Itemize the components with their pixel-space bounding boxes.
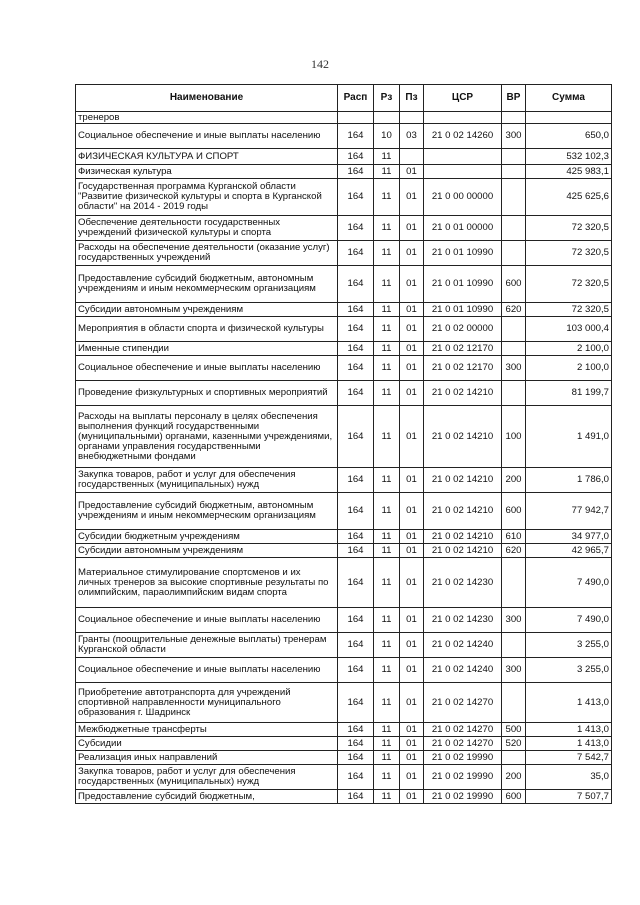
table-row [76,737,612,751]
cell-vr: 300 [502,356,526,381]
cell-vr [502,112,526,124]
cell-vr [502,241,526,266]
table-row [76,303,612,317]
cell-name: Расходы на обеспечение деятельности (оказание услуг) государственных учреждений [76,241,338,266]
cell-rz: 11 [374,216,400,241]
cell-sum: 7 490,0 [526,558,612,608]
cell-name: Социальное обеспечение и иные выплаты населению [76,356,338,381]
cell-rasp: 164 [338,165,374,179]
cell-rz: 11 [374,723,400,737]
cell-sum: 81 199,7 [526,381,612,406]
cell-pz: 01 [400,544,424,558]
cell-rasp: 164 [338,216,374,241]
cell-rasp: 164 [338,342,374,356]
cell-vr: 610 [502,530,526,544]
cell-sum [526,112,612,124]
cell-name: Предоставление субсидий бюджетным, [76,790,338,804]
cell-pz: 01 [400,608,424,633]
cell-rasp: 164 [338,790,374,804]
cell-rz: 11 [374,544,400,558]
cell-pz [400,149,424,165]
cell-rz: 11 [374,751,400,765]
cell-vr [502,558,526,608]
cell-csr: 21 0 02 12170 [424,342,502,356]
cell-name: Субсидии автономным учреждениям [76,303,338,317]
cell-vr: 500 [502,723,526,737]
table-row [76,112,612,124]
page-number: 142 [311,57,329,71]
cell-sum: 1 413,0 [526,683,612,723]
cell-pz: 01 [400,216,424,241]
cell-rasp: 164 [338,530,374,544]
cell-csr: 21 0 02 12170 [424,356,502,381]
cell-rz: 11 [374,658,400,683]
cell-sum: 72 320,5 [526,216,612,241]
cell-pz: 01 [400,266,424,303]
cell-csr: 21 0 02 14240 [424,658,502,683]
cell-vr [502,683,526,723]
cell-vr: 520 [502,737,526,751]
table-row [76,406,612,468]
cell-csr: 21 0 02 19990 [424,751,502,765]
cell-name: Социальное обеспечение и иные выплаты населению [76,124,338,149]
cell-rasp: 164 [338,303,374,317]
cell-csr: 21 0 02 14270 [424,723,502,737]
table-row [76,165,612,179]
cell-rasp: 164 [338,723,374,737]
cell-csr: 21 0 02 14210 [424,468,502,493]
cell-name: Расходы на выплаты персоналу в целях обеспечения выполнения функций государственными (муниципальными) органами, казенными учреждениями, органами управления государственными внебюджетными фондами [76,406,338,468]
cell-csr: 21 0 02 14210 [424,406,502,468]
cell-vr [502,342,526,356]
table-row [76,633,612,658]
cell-rz: 11 [374,342,400,356]
cell-vr: 600 [502,266,526,303]
cell-csr: 21 0 02 19990 [424,790,502,804]
cell-vr: 620 [502,303,526,317]
table-row [76,356,612,381]
cell-rz: 11 [374,683,400,723]
cell-rasp: 164 [338,558,374,608]
cell-sum: 72 320,5 [526,266,612,303]
cell-vr [502,179,526,216]
cell-csr: 21 0 02 14270 [424,683,502,723]
cell-rz: 11 [374,558,400,608]
cell-rz: 11 [374,790,400,804]
cell-sum: 7 542,7 [526,751,612,765]
cell-rasp: 164 [338,381,374,406]
table-row [76,468,612,493]
cell-name: Субсидии [76,737,338,751]
cell-rz: 11 [374,381,400,406]
header-vr: ВР [502,85,526,112]
cell-rasp: 164 [338,765,374,790]
cell-name: Предоставление субсидий бюджетным, автономным учреждениям и иным некоммерческим организациям [76,266,338,303]
header-rz: Рз [374,85,400,112]
cell-vr: 600 [502,493,526,530]
cell-csr: 21 0 01 10990 [424,241,502,266]
table-row [76,790,612,804]
cell-rasp: 164 [338,683,374,723]
cell-rasp: 164 [338,149,374,165]
cell-csr: 21 0 00 00000 [424,179,502,216]
cell-pz: 01 [400,530,424,544]
cell-sum: 72 320,5 [526,241,612,266]
cell-rz: 11 [374,608,400,633]
cell-name: Мероприятия в области спорта и физической культуры [76,317,338,342]
cell-rasp: 164 [338,317,374,342]
cell-sum: 3 255,0 [526,658,612,683]
cell-name: Реализация иных направлений [76,751,338,765]
cell-name: Гранты (поощрительные денежные выплаты) тренерам Курганской области [76,633,338,658]
cell-pz: 01 [400,342,424,356]
cell-rz: 11 [374,406,400,468]
cell-csr: 21 0 02 14270 [424,737,502,751]
cell-name: Проведение физкультурных и спортивных мероприятий [76,381,338,406]
cell-rz: 11 [374,765,400,790]
header-rasp: Расп [338,85,374,112]
cell-rz: 11 [374,266,400,303]
cell-vr [502,165,526,179]
cell-rasp: 164 [338,633,374,658]
cell-vr [502,216,526,241]
cell-pz: 01 [400,751,424,765]
cell-pz: 01 [400,658,424,683]
cell-name: Обеспечение деятельности государственных учреждений физической культуры и спорта [76,216,338,241]
table-body [76,112,612,804]
cell-sum: 532 102,3 [526,149,612,165]
table-row [76,241,612,266]
cell-rz: 11 [374,468,400,493]
cell-rasp: 164 [338,658,374,683]
cell-name: Закупка товаров, работ и услуг для обеспечения государственных (муниципальных) нужд [76,765,338,790]
cell-pz: 01 [400,683,424,723]
table-row [76,683,612,723]
cell-rz: 10 [374,124,400,149]
cell-csr: 21 0 02 14230 [424,608,502,633]
cell-sum: 42 965,7 [526,544,612,558]
cell-rz: 11 [374,149,400,165]
cell-sum: 1 413,0 [526,737,612,751]
cell-sum: 1 413,0 [526,723,612,737]
cell-pz: 01 [400,468,424,493]
cell-csr: 21 0 01 10990 [424,266,502,303]
cell-sum: 7 490,0 [526,608,612,633]
table-row [76,179,612,216]
cell-csr: 21 0 02 00000 [424,317,502,342]
table-row [76,317,612,342]
cell-rasp: 164 [338,406,374,468]
cell-sum: 77 942,7 [526,493,612,530]
cell-name: Именные стипендии [76,342,338,356]
cell-sum: 1 786,0 [526,468,612,493]
table-row [76,658,612,683]
cell-rz: 11 [374,633,400,658]
cell-name: Субсидии бюджетным учреждениям [76,530,338,544]
table-row [76,608,612,633]
cell-rasp: 164 [338,493,374,530]
cell-csr: 21 0 02 14210 [424,493,502,530]
cell-pz: 01 [400,633,424,658]
cell-rz: 11 [374,737,400,751]
cell-pz: 01 [400,179,424,216]
cell-sum: 1 491,0 [526,406,612,468]
cell-pz: 03 [400,124,424,149]
table-row [76,723,612,737]
cell-pz: 01 [400,493,424,530]
cell-csr: 21 0 02 14240 [424,633,502,658]
cell-vr [502,381,526,406]
table-row [76,216,612,241]
cell-rasp: 164 [338,179,374,216]
table-row [76,124,612,149]
table-row [76,493,612,530]
header-pz: Пз [400,85,424,112]
cell-name: Социальное обеспечение и иные выплаты населению [76,658,338,683]
cell-csr: 21 0 01 10990 [424,303,502,317]
cell-name: Материальное стимулирование спортсменов и их личных тренеров за высокие спортивные результаты по олимпийским, параолимпийским видам спорта [76,558,338,608]
cell-name: ФИЗИЧЕСКАЯ КУЛЬТУРА И СПОРТ [76,149,338,165]
cell-sum: 2 100,0 [526,342,612,356]
cell-vr: 300 [502,658,526,683]
cell-name: Субсидии автономным учреждениям [76,544,338,558]
cell-sum: 2 100,0 [526,356,612,381]
cell-sum: 72 320,5 [526,303,612,317]
cell-rz: 11 [374,241,400,266]
cell-vr: 300 [502,608,526,633]
cell-vr: 200 [502,765,526,790]
cell-csr [424,149,502,165]
cell-rasp: 164 [338,266,374,303]
cell-rasp: 164 [338,468,374,493]
cell-pz: 01 [400,317,424,342]
cell-rasp: 164 [338,751,374,765]
cell-csr: 21 0 02 14260 [424,124,502,149]
cell-csr: 21 0 02 14210 [424,530,502,544]
cell-rasp: 164 [338,241,374,266]
table-row [76,544,612,558]
cell-rasp [338,112,374,124]
cell-csr: 21 0 02 14230 [424,558,502,608]
cell-sum: 425 983,1 [526,165,612,179]
cell-rz: 11 [374,493,400,530]
cell-pz: 01 [400,765,424,790]
cell-csr [424,112,502,124]
cell-sum: 3 255,0 [526,633,612,658]
cell-vr: 600 [502,790,526,804]
table-row [76,530,612,544]
cell-pz: 01 [400,165,424,179]
cell-pz: 01 [400,356,424,381]
cell-rasp: 164 [338,356,374,381]
cell-sum: 425 625,6 [526,179,612,216]
table-row [76,558,612,608]
header-sum: Сумма [526,85,612,112]
cell-rz: 11 [374,317,400,342]
cell-rz: 11 [374,303,400,317]
cell-rz [374,112,400,124]
table-row [76,381,612,406]
cell-pz: 01 [400,241,424,266]
cell-rz: 11 [374,356,400,381]
cell-vr: 300 [502,124,526,149]
cell-rz: 11 [374,165,400,179]
table-row [76,765,612,790]
cell-rz: 11 [374,530,400,544]
cell-vr [502,317,526,342]
cell-pz: 01 [400,406,424,468]
cell-name: Социальное обеспечение и иные выплаты населению [76,608,338,633]
cell-sum: 34 977,0 [526,530,612,544]
cell-csr: 21 0 02 19990 [424,765,502,790]
header-csr: ЦСР [424,85,502,112]
cell-rasp: 164 [338,608,374,633]
cell-vr: 620 [502,544,526,558]
cell-csr [424,165,502,179]
cell-vr [502,149,526,165]
cell-pz: 01 [400,790,424,804]
cell-vr [502,751,526,765]
cell-rz: 11 [374,179,400,216]
cell-sum: 103 000,4 [526,317,612,342]
cell-rasp: 164 [338,124,374,149]
cell-csr: 21 0 02 14210 [424,381,502,406]
cell-pz: 01 [400,303,424,317]
cell-csr: 21 0 02 14210 [424,544,502,558]
cell-vr: 100 [502,406,526,468]
cell-name: Государственная программа Курганской области "Развитие физической культуры и спорта в Курганской области" на 2014 - 2019 годы [76,179,338,216]
cell-name: Предоставление субсидий бюджетным, автономным учреждениям и иным некоммерческим организациям [76,493,338,530]
cell-sum: 7 507,7 [526,790,612,804]
table-row [76,149,612,165]
cell-rasp: 164 [338,544,374,558]
cell-pz: 01 [400,737,424,751]
cell-vr [502,633,526,658]
table-row [76,266,612,303]
table-row [76,751,612,765]
header-name: Наименование [76,85,338,112]
table-row [76,342,612,356]
cell-sum: 650,0 [526,124,612,149]
cell-vr: 200 [502,468,526,493]
cell-name: Физическая культура [76,165,338,179]
cell-pz: 01 [400,723,424,737]
cell-pz [400,112,424,124]
budget-table [75,84,612,804]
cell-name: Межбюджетные трансферты [76,723,338,737]
cell-rasp: 164 [338,737,374,751]
cell-pz: 01 [400,558,424,608]
cell-name: тренеров [76,112,338,124]
cell-name: Закупка товаров, работ и услуг для обеспечения государственных (муниципальных) нужд [76,468,338,493]
cell-sum: 35,0 [526,765,612,790]
table-header-row [76,85,612,112]
cell-name: Приобретение автотранспорта для учреждений спортивной направленности муниципального образования г. Шадринск [76,683,338,723]
cell-csr: 21 0 01 00000 [424,216,502,241]
cell-pz: 01 [400,381,424,406]
